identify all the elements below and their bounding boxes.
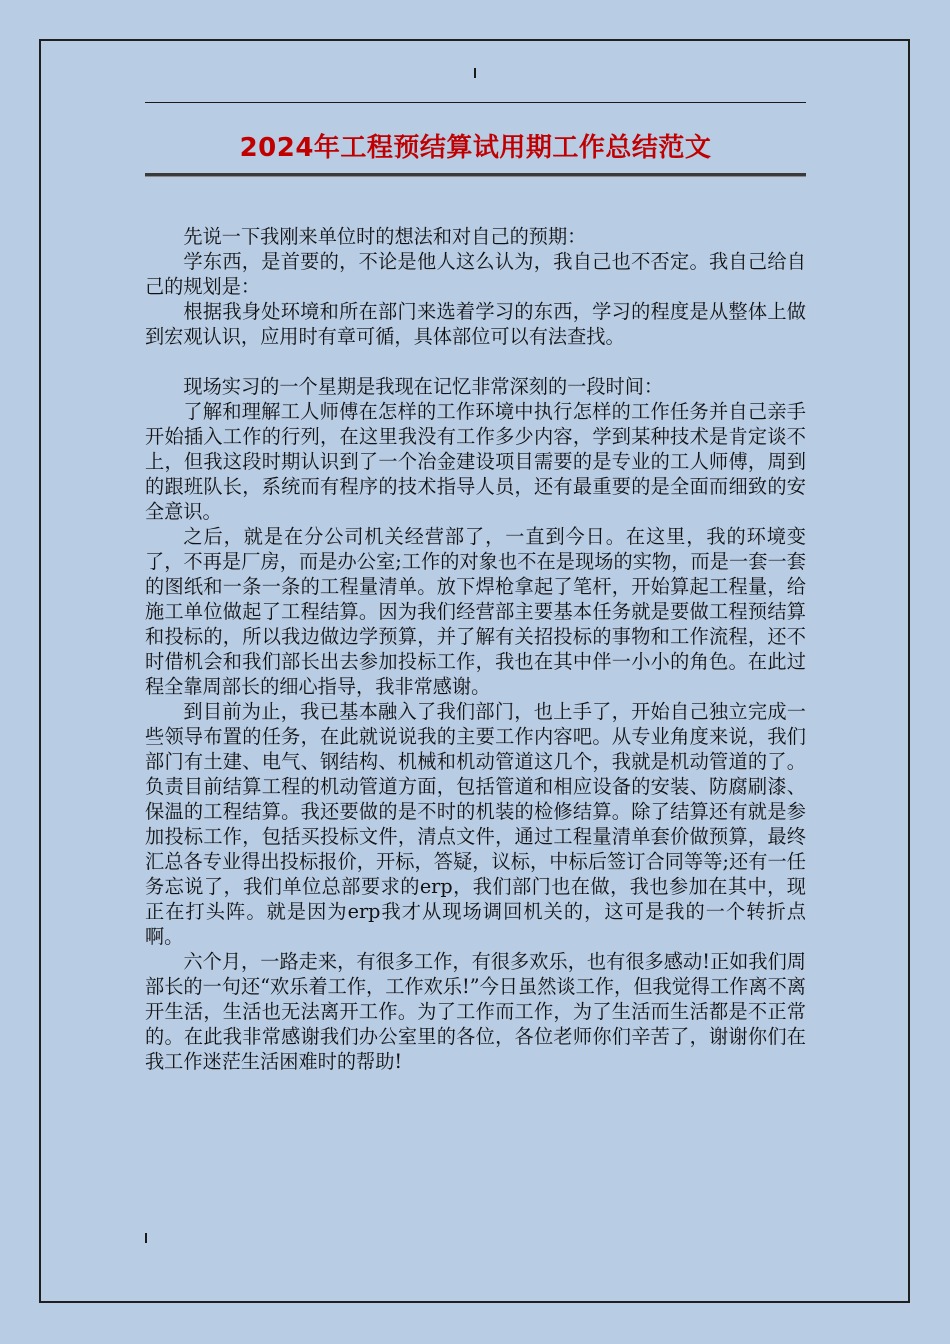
blank-line	[145, 349, 806, 374]
paragraph-7: 到目前为止，我已基本融入了我们部门，也上手了，开始自己独立完成一些领导布置的任务，在此就说说我的主要工作内容吧。从专业角度来说，我们部门有土建、电气、钢结构、机械和机动管道这几个，我就是机动管道的了。负责目前结算工程的机动管道方面，包括管道和相应设备的安装、防腐刷漆、保温的工程结算。我还要做的是不时的机装的检修结算。除了结算还有就是参加投标工作，包括买投标文件，清点文件，通过工程量清单套价做预算，最终汇总各专业得出投标报价，开标，答疑，议标，中标后签订合同等等;还有一任务忘说了，我们单位总部要求的erp，我们部门也在做，我也参加在其中，现正在打头阵。就是因为erp我才从现场调回机关的，这可是我的一个转折点啊。	[145, 700, 806, 948]
paragraph-3: 根据我身处环境和所在部门来选着学习的东西，学习的程度是从整体上做到宏观认识，应用时有章可循，具体部位可以有法查找。	[145, 300, 806, 348]
paragraph-1: 先说一下我刚来单位时的想法和对自己的预期：	[183, 225, 587, 248]
paragraph-4: 现场实习的一个星期是我现在记忆非常深刻的一段时间：	[183, 375, 664, 398]
header-rule	[145, 102, 806, 103]
paragraph-8: 六个月，一路走来，有很多工作，有很多欢乐，也有很多感动!正如我们周部长的一句还“欢乐着工作，工作欢乐!”今日虽然谈工作，但我觉得工作离不离开生活，生活也无法离开工作。为了工作而工作，为了生活而生活都是不正常的。在此我非常感谢我们办公室里的各位，各位老师你们辛苦了，谢谢你们在我工作迷茫生活困难时的帮助!	[145, 950, 806, 1073]
paragraph-6: 之后，就是在分公司机关经营部了，一直到今日。在这里，我的环境变了，不再是厂房，而是办公室;工作的对象也不在是现场的实物，而是一套一套的图纸和一条一条的工程量清单。放下焊枪拿起了笔杆，开始算起工程量，给施工单位做起了工程结算。因为我们经营部主要基本任务就是要做工程预结算和投标的，所以我边做边学预算，并了解有关招投标的事物和工作流程，还不时借机会和我们部长出去参加投标工作，我也在其中伴一小小的角色。在此过程全靠周部长的细心指导，我非常感谢。	[145, 525, 806, 698]
title-rule	[145, 173, 806, 177]
document-body	[145, 224, 806, 1074]
paragraph-2: 学东西，是首要的，不论是他人这么认为，我自己也不否定。我自己给自己的规划是：	[145, 250, 806, 298]
paragraph-5: 了解和理解工人师傅在怎样的工作环境中执行怎样的工作任务并自己亲手开始插入工作的行列，在这里我没有工作多少内容，学到某种技术是肯定谈不上，但我这段时期认识到了一个冶金建设项目需要的是专业的工人师傅，周到的跟班队长，系统而有程序的技术指导人员，还有最重要的是全面而细致的安全意识。	[145, 400, 806, 523]
document-title: 2024年工程预结算试用期工作总结范文	[239, 133, 712, 163]
header-mark	[474, 68, 476, 78]
footer-mark	[145, 1233, 147, 1243]
